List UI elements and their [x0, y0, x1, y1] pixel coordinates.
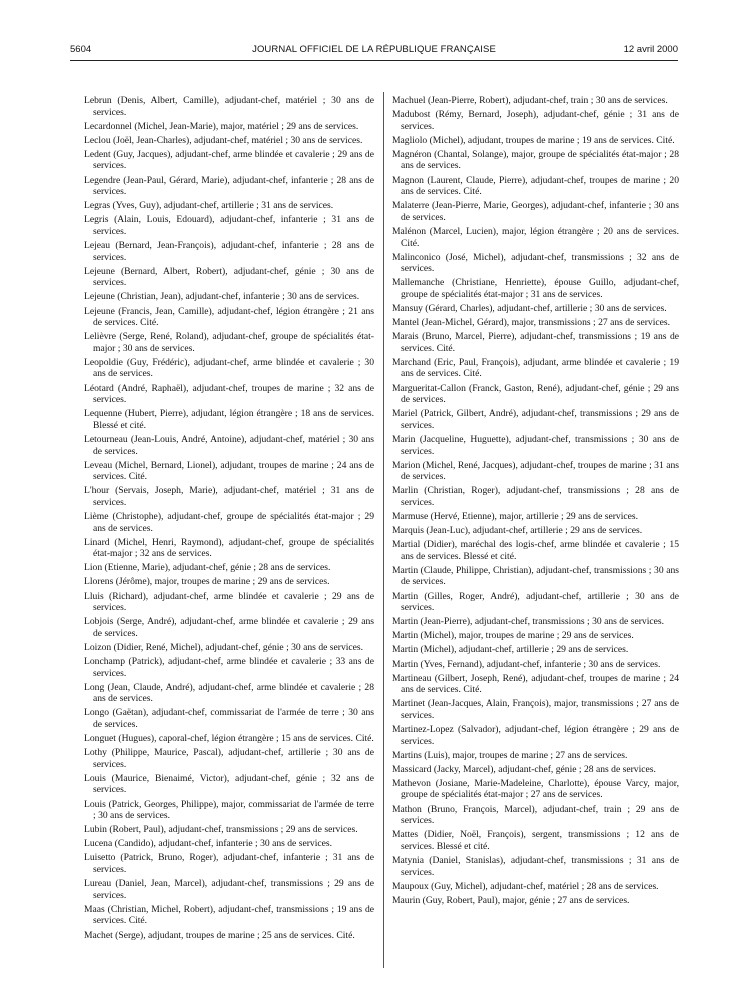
list-entry: Marin (Jacqueline, Huguette), adjudant-chef, transmissions ; 30 ans de services. [392, 433, 679, 457]
list-entry: Ledent (Guy, Jacques), adjudant-chef, arme blindée et cavalerie ; 29 ans de services. [84, 148, 374, 172]
list-entry: Legras (Yves, Guy), adjudant-chef, artillerie ; 31 ans de services. [84, 200, 334, 212]
list-entry: Leclou (Joël, Jean-Charles), adjudant-chef, matériel ; 30 ans de services. [84, 134, 363, 146]
list-entry: Letourneau (Jean-Louis, André, Antoine), adjudant-chef, matériel ; 30 ans de services. [84, 433, 374, 457]
list-entry: Matynia (Daniel, Stanislas), adjudant-chef, transmissions ; 31 ans de services. [392, 854, 679, 878]
list-entry: Lelièvre (Serge, René, Roland), adjudant-chef, groupe de spécialités état-major ; 30 ans de services. [84, 331, 374, 354]
list-entry: Madubost (Rémy, Bernard, Joseph), adjudant-chef, génie ; 31 ans de services. [392, 109, 679, 132]
list-entry: L'hour (Servais, Joseph, Marie), adjudant-chef, matériel ; 31 ans de services. [84, 485, 374, 508]
list-entry: Malaterre (Jean-Pierre, Marie, Georges), adjudant-chef, infanterie ; 30 ans de services. [392, 200, 679, 223]
list-entry: Martins (Luis), major, troupes de marine ; 27 ans de services. [392, 749, 628, 761]
list-entry: Louis (Maurice, Bienaimé, Victor), adjudant-chef, génie ; 32 ans de services. [84, 772, 374, 796]
page-number: 5604 [70, 44, 92, 55]
list-entry: Lureau (Daniel, Jean, Marcel), adjudant-chef, transmissions ; 29 ans de services. [84, 878, 374, 901]
list-entry: Marmuse (Hervé, Etienne), major, artillerie ; 29 ans de services. [392, 511, 639, 522]
list-entry: Malénon (Marcel, Lucien), major, légion étrangère ; 20 ans de services. Cité. [392, 225, 679, 249]
list-entry: Marquis (Jean-Luc), adjudant-chef, artillerie ; 29 ans de services. [392, 525, 643, 537]
list-entry: Lion (Etienne, Marie), adjudant-chef, génie ; 28 ans de services. [84, 562, 331, 574]
list-entry: Mariel (Patrick, Gilbert, André), adjudant-chef, transmissions ; 29 ans de services. [392, 408, 679, 431]
list-entry: Leopoldie (Guy, Frédéric), adjudant-chef, arme blindée et cavalerie ; 30 ans de services. [84, 356, 374, 380]
right-column [392, 95, 679, 909]
list-entry: Maurin (Guy, Robert, Paul), major, génie ; 27 ans de services. [392, 894, 630, 906]
list-entry: Leveau (Michel, Bernard, Lionel), adjudant, troupes de marine ; 24 ans de services. Cité. [84, 459, 374, 483]
list-entry: Lecardonnel (Michel, Jean-Marie), major, matériel ; 29 ans de services. [84, 120, 359, 132]
list-entry: Mathon (Bruno, François, Marcel), adjudant-chef, train ; 29 ans de services. [392, 803, 679, 827]
list-entry: Marchand (Eric, Paul, François), adjudant, arme blindée et cavalerie ; 19 ans de services. Cité. [392, 356, 679, 380]
journal-title: JOURNAL OFFICIEL DE LA RÉPUBLIQUE FRANÇAISE [252, 44, 496, 55]
list-entry: Mallemanche (Christiane, Henriette), épouse Guillo, adjudant-chef, groupe de spécialités état-major ; 31 ans de services. [392, 277, 679, 300]
list-entry: Marlin (Christian, Roger), adjudant-chef, transmissions ; 28 ans de services. [392, 485, 679, 508]
list-entry: Margueritat-Callon (Franck, Gaston, René), adjudant-chef, génie ; 29 ans de services. [392, 382, 679, 406]
list-entry: Lothy (Philippe, Maurice, Pascal), adjudant-chef, artillerie ; 30 ans de services. [84, 747, 374, 770]
list-entry: Lejeune (Christian, Jean), adjudant-chef, infanterie ; 30 ans de services. [84, 291, 360, 303]
list-entry: Lubin (Robert, Paul), adjudant-chef, transmissions ; 29 ans de services. [84, 824, 358, 836]
list-entry: Marion (Michel, René, Jacques), adjudant-chef, troupes de marine ; 31 ans de services. [392, 459, 679, 483]
list-entry: Louis (Patrick, Georges, Philippe), major, commissariat de l'armée de terre ; 30 ans de services. [84, 798, 374, 822]
list-entry: Long (Jean, Claude, André), adjudant-chef, arme blindée et cavalerie ; 28 ans de services. [84, 681, 374, 705]
list-entry: Longo (Gaëtan), adjudant-chef, commissariat de l'armée de terre ; 30 ans de services. [84, 707, 374, 730]
list-entry: Martin (Jean-Pierre), adjudant-chef, transmissions ; 30 ans de services. [392, 616, 665, 628]
list-entry: Martin (Gilles, Roger, André), adjudant-chef, artillerie ; 30 ans de services. [392, 590, 679, 614]
list-entry: Maas (Christian, Michel, Robert), adjudant-chef, transmissions ; 19 ans de services. Cité. [84, 903, 374, 927]
list-entry: Machuel (Jean-Pierre, Robert), adjudant-chef, train ; 30 ans de services. [392, 95, 668, 106]
list-entry: Lejeau (Bernard, Jean-François), adjudant-chef, infanterie ; 28 ans de services. [84, 240, 374, 263]
list-entry: Magnon (Laurent, Claude, Pierre), adjudant-chef, troupes de marine ; 20 ans de services. Cité. [392, 174, 679, 198]
list-entry: Lebrun (Denis, Albert, Camille), adjudant-chef, matériel ; 30 ans de services. [84, 95, 374, 118]
list-entry: Martinet (Jean-Jacques, Alain, François), major, transmissions ; 27 ans de services. [392, 698, 679, 721]
list-entry: Longuet (Hugues), caporal-chef, légion étrangère ; 15 ans de services. Cité. [84, 733, 374, 745]
list-entry: Martin (Michel), adjudant-chef, artillerie ; 29 ans de services. [392, 644, 629, 656]
list-entry: Mansuy (Gérard, Charles), adjudant-chef, artillerie ; 30 ans de services. [392, 303, 667, 314]
list-entry: Mattes (Didier, Noël, François), sergent, transmissions ; 12 ans de services. Blessé et cité. [392, 829, 679, 852]
list-entry: Mathevon (Josiane, Marie-Madeleine, Charlotte), épouse Varcy, major, groupe de spécialités état-major ; 27 ans de services. [392, 777, 679, 801]
list-entry: Marais (Bruno, Marcel, Pierre), adjudant-chef, transmissions ; 19 ans de services. Cité. [392, 331, 679, 354]
list-entry: Lucena (Candido), adjudant-chef, infanterie ; 30 ans de services. [84, 838, 333, 850]
publication-date: 12 avril 2000 [623, 44, 678, 55]
list-entry: Magnéron (Chantal, Solange), major, groupe de spécialités état-major ; 28 ans de services. [392, 148, 679, 172]
list-entry: Lluis (Richard), adjudant-chef, arme blindée et cavalerie ; 29 ans de services. [84, 590, 374, 614]
header-rule [70, 60, 678, 61]
list-entry: Machet (Serge), adjudant, troupes de marine ; 25 ans de services. Cité. [84, 929, 355, 941]
list-entry: Lième (Christophe), adjudant-chef, groupe de spécialités état-major ; 29 ans de services. [84, 511, 374, 534]
list-entry: Martin (Michel), major, troupes de marine ; 29 ans de services. [392, 630, 634, 642]
list-entry: Lonchamp (Patrick), adjudant-chef, arme blindée et cavalerie ; 33 ans de services. [84, 656, 374, 679]
list-entry: Malinconico (José, Michel), adjudant-chef, transmissions ; 32 ans de services. [392, 251, 679, 275]
left-column [84, 95, 374, 944]
list-entry: Martin (Yves, Fernand), adjudant-chef, infanterie ; 30 ans de services. [392, 658, 661, 670]
list-entry: Léotard (André, Raphaël), adjudant-chef, troupes de marine ; 32 ans de services. [84, 382, 374, 406]
list-entry: Legris (Alain, Louis, Edouard), adjudant-chef, infanterie ; 31 ans de services. [84, 214, 374, 237]
list-entry: Lobjois (Serge, André), adjudant-chef, arme blindée et cavalerie ; 29 ans de services. [84, 616, 374, 639]
list-entry: Martinez-Lopez (Salvador), adjudant-chef, légion étrangère ; 29 ans de services. [392, 724, 679, 747]
list-entry: Loizon (Didier, René, Michel), adjudant-chef, génie ; 30 ans de services. [84, 641, 364, 653]
list-entry: Mantel (Jean-Michel, Gérard), major, transmissions ; 27 ans de services. [392, 317, 671, 329]
list-entry: Maupoux (Guy, Michel), adjudant-chef, matériel ; 28 ans de services. [392, 880, 659, 892]
list-entry: Luisetto (Patrick, Bruno, Roger), adjudant-chef, infanterie ; 31 ans de services. [84, 852, 374, 876]
list-entry: Linard (Michel, Henri, Raymond), adjudant-chef, groupe de spécialités état-major ; 32 ans de services. [84, 536, 374, 560]
column-separator [383, 92, 384, 968]
list-entry: Martineau (Gilbert, Joseph, René), adjudant-chef, troupes de marine ; 24 ans de services. Cité. [392, 672, 679, 696]
list-entry: Martin (Claude, Philippe, Christian), adjudant-chef, transmissions ; 30 ans de services. [392, 564, 679, 588]
list-entry: Lequenne (Hubert, Pierre), adjudant, légion étrangère ; 18 ans de services. Blessé et cité. [84, 408, 374, 431]
list-entry: Llorens (Jérôme), major, troupes de marine ; 29 ans de services. [84, 576, 330, 588]
list-entry: Legendre (Jean-Paul, Gérard, Marie), adjudant-chef, infanterie ; 28 ans de services. [84, 174, 374, 198]
page-header [70, 44, 678, 60]
list-entry: Lejeune (Bernard, Albert, Robert), adjudant-chef, génie ; 30 ans de services. [84, 265, 374, 289]
list-entry: Lejeune (Francis, Jean, Camille), adjudant-chef, légion étrangère ; 21 ans de services. Cité. [84, 305, 374, 329]
list-entry: Magliolo (Michel), adjudant, troupes de marine ; 19 ans de services. Cité. [392, 134, 675, 146]
list-entry: Martial (Didier), maréchal des logis-chef, arme blindée et cavalerie ; 15 ans de services. Blessé et cité. [392, 539, 679, 562]
list-entry: Massicard (Jacky, Marcel), adjudant-chef, génie ; 28 ans de services. [392, 763, 656, 775]
